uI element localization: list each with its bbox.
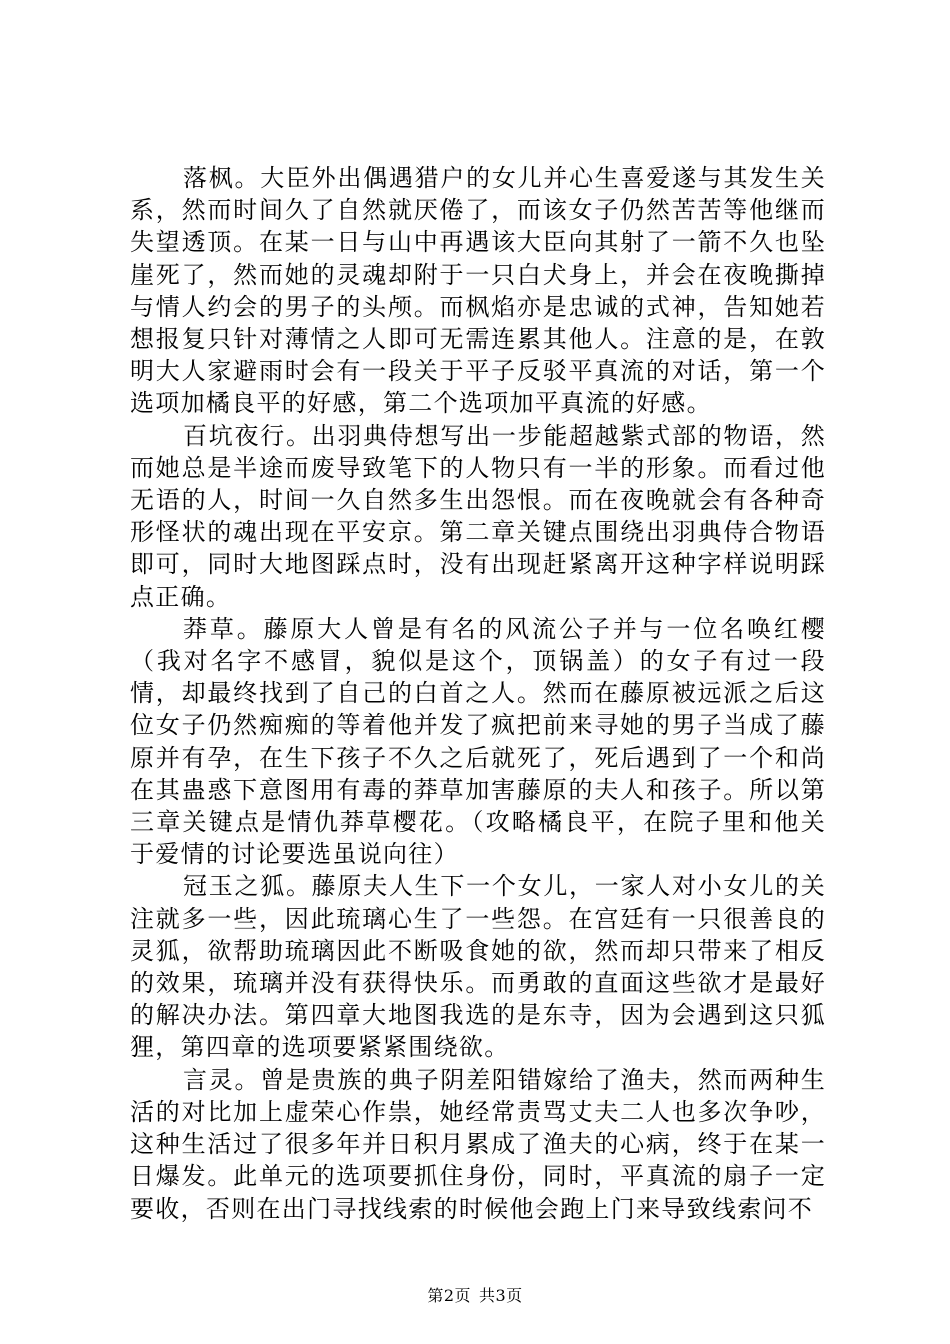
paragraph-mangcao: 莽草。藤原大人曾是有名的风流公子并与一位名唤红樱（我对名字不感冒，貌似是这个，顶锅盖）的女子有过一段情，却最终找到了自己的白首之人。然而在藤原被远派之后这位女子仍然痴痴的等着他并发了疯把前来寻她的男子当成了藤原并有孕，在生下孩子不久之后就死了，死后遇到了一个和尚在其蛊惑下意图用有毒的莽草加害藤原的夫人和孩子。所以第三章关键点是情仇莽草樱花。（攻略橘良平，在院子里和他关于爱情的讨论要选虽说向往）: [130, 614, 826, 869]
paragraph-yanling: 言灵。曾是贵族的典子阴差阳错嫁给了渔夫，然而两种生活的对比加上虚荣心作祟，她经常责骂丈夫二人也多次争吵，这种生活过了很多年并日积月累成了渔夫的心病，终于在某一日爆发。此单元的选项要抓住身份，同时，平真流的扇子一定要收，否则在出门寻找线索的时候他会跑上门来导致线索问不: [130, 1065, 826, 1223]
paragraph-baikeng-yexing: 百坑夜行。出羽典侍想写出一步能超越紫式部的物语，然而她总是半途而废导致笔下的人物只有一半的形象。而看过他无语的人，时间一久自然多生出怨恨。而在夜晚就会有各种奇形怪状的魂出现在平安京。第二章关键点围绕出羽典侍合物语即可，同时大地图踩点时，没有出现赶紧离开这种字样说明踩点正确。: [130, 421, 826, 611]
paragraph-guanyu-zhihu: 冠玉之狐。藤原夫人生下一个女儿，一家人对小女儿的关注就多一些，因此琉璃心生了一些怨。在宫廷有一只很善良的灵狐，欲帮助琉璃因此不断吸食她的欲，然而却只带来了相反的效果，琉璃并没有获得快乐。而勇敢的直面这些欲才是最好的解决办法。第四章大地图我选的是东寺，因为会遇到这只狐狸，第四章的选项要紧紧围绕欲。: [130, 872, 826, 1062]
page-footer: [0, 1286, 950, 1306]
page-number-current: 第2页: [427, 1286, 471, 1305]
document-body: [130, 162, 826, 1225]
paragraph-luofeng: 落枫。大臣外出偶遇猎户的女儿并心生喜爱遂与其发生关系，然而时间久了自然就厌倦了，而该女子仍然苦苦等他继而失望透顶。在某一日与山中再遇该大臣向其射了一箭不久也坠崖死了，然而她的灵魂却附于一只白犬身上，并会在夜晚撕掉与情人约会的男子的头颅。而枫焰亦是忠诚的式神，告知她若想报复只针对薄情之人即可无需连累其他人。注意的是，在敦明大人家避雨时会有一段关于平子反驳平真流的对话，第一个选项加橘良平的好感，第二个选项加平真流的好感。: [130, 164, 826, 418]
page-number-total: 共3页: [479, 1286, 523, 1305]
